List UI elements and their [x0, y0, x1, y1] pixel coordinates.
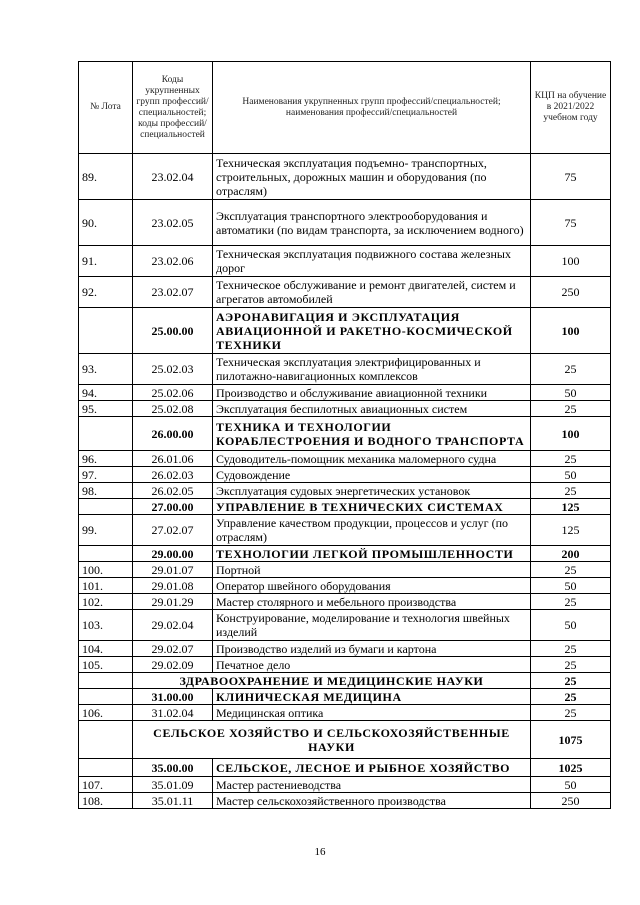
kcp-cell: 1025 [531, 759, 611, 777]
kcp-cell: 250 [531, 793, 611, 809]
kcp-cell: 125 [531, 499, 611, 515]
lot-number-cell [79, 689, 133, 705]
code-cell: 31.02.04 [133, 705, 213, 721]
kcp-cell: 50 [531, 578, 611, 594]
kcp-cell: 25 [531, 451, 611, 467]
table-row [79, 385, 611, 401]
kcp-cell: 25 [531, 483, 611, 499]
kcp-cell: 50 [531, 467, 611, 483]
table-row [79, 246, 611, 277]
kcp-cell: 50 [531, 777, 611, 793]
table-row [79, 777, 611, 793]
group-row [79, 308, 611, 354]
code-cell: 27.00.00 [133, 499, 213, 515]
name-cell: КЛИНИЧЕСКАЯ МЕДИЦИНА [213, 689, 531, 705]
area-name-cell: СЕЛЬСКОЕ ХОЗЯЙСТВО И СЕЛЬСКОХОЗЯЙСТВЕННЫЕ НАУКИ [133, 721, 531, 759]
header-name: Наименования укрупненных групп профессий/специальностей; наименования профессий/специальностей [213, 62, 531, 154]
kcp-cell: 25 [531, 657, 611, 673]
name-cell: Судовождение [213, 467, 531, 483]
lot-number-cell: 105. [79, 657, 133, 673]
code-cell: 23.02.07 [133, 277, 213, 308]
table-row [79, 641, 611, 657]
lot-number-cell: 99. [79, 515, 133, 546]
lot-number-cell: 92. [79, 277, 133, 308]
header-code: Коды укрупненных групп профессий/ специальностей; коды профессий/ специальностей [133, 62, 213, 154]
lot-number-cell [79, 546, 133, 562]
code-cell: 23.02.06 [133, 246, 213, 277]
name-cell: Мастер столярного и мебельного производства [213, 594, 531, 610]
kcp-cell: 50 [531, 385, 611, 401]
header-lot-number: № Лота [79, 62, 133, 154]
kcp-cell: 25 [531, 354, 611, 385]
kcp-cell: 200 [531, 546, 611, 562]
table-row [79, 610, 611, 641]
name-cell: Производство и обслуживание авиационной техники [213, 385, 531, 401]
group-row [79, 417, 611, 451]
table-row [79, 354, 611, 385]
lot-number-cell: 103. [79, 610, 133, 641]
table-row [79, 483, 611, 499]
name-cell: СЕЛЬСКОЕ, ЛЕСНОЕ И РЫБНОЕ ХОЗЯЙСТВО [213, 759, 531, 777]
lot-number-cell: 101. [79, 578, 133, 594]
table-row [79, 515, 611, 546]
lot-number-cell: 106. [79, 705, 133, 721]
name-cell: Эксплуатация транспортного электрооборудования и автоматики (по видам транспорта, за исключением водного) [213, 200, 531, 246]
name-cell: Эксплуатация беспилотных авиационных систем [213, 401, 531, 417]
code-cell: 26.02.05 [133, 483, 213, 499]
area-row [79, 673, 611, 689]
kcp-cell: 25 [531, 562, 611, 578]
table-row [79, 467, 611, 483]
kcp-cell: 75 [531, 154, 611, 200]
code-cell: 35.00.00 [133, 759, 213, 777]
lot-number-cell: 95. [79, 401, 133, 417]
name-cell: Мастер сельскохозяйственного производства [213, 793, 531, 809]
lot-number-cell: 96. [79, 451, 133, 467]
code-cell: 29.00.00 [133, 546, 213, 562]
code-cell: 31.00.00 [133, 689, 213, 705]
kcp-cell: 25 [531, 689, 611, 705]
code-cell: 29.02.07 [133, 641, 213, 657]
name-cell: Техническая эксплуатация подвижного состава железных дорог [213, 246, 531, 277]
code-cell: 29.01.08 [133, 578, 213, 594]
name-cell: АЭРОНАВИГАЦИЯ И ЭКСПЛУАТАЦИЯ АВИАЦИОННОЙ И РАКЕТНО-КОСМИЧЕСКОЙ ТЕХНИКИ [213, 308, 531, 354]
code-cell: 27.02.07 [133, 515, 213, 546]
kcp-cell: 1075 [531, 721, 611, 759]
page-number: 16 [314, 846, 326, 858]
lot-number-cell: 98. [79, 483, 133, 499]
kcp-cell: 125 [531, 515, 611, 546]
name-cell: Оператор швейного оборудования [213, 578, 531, 594]
lot-number-cell: 97. [79, 467, 133, 483]
name-cell: Техническое обслуживание и ремонт двигателей, систем и агрегатов автомобилей [213, 277, 531, 308]
code-cell: 25.02.03 [133, 354, 213, 385]
name-cell: Эксплуатация судовых энергетических установок [213, 483, 531, 499]
code-cell: 23.02.05 [133, 200, 213, 246]
code-cell: 25.02.06 [133, 385, 213, 401]
lot-number-cell: 108. [79, 793, 133, 809]
name-cell: Мастер растениеводства [213, 777, 531, 793]
name-cell: Техническая эксплуатация электрифицированных и пилотажно-навигационных комплексов [213, 354, 531, 385]
name-cell: УПРАВЛЕНИЕ В ТЕХНИЧЕСКИХ СИСТЕМАХ [213, 499, 531, 515]
name-cell: Управление качеством продукции, процессов и услуг (по отраслям) [213, 515, 531, 546]
kcp-cell: 100 [531, 417, 611, 451]
table-row [79, 154, 611, 200]
header-kcp: КЦП на обучение в 2021/2022 учебном году [531, 62, 611, 154]
name-cell: Судоводитель-помощник механика маломерного судна [213, 451, 531, 467]
group-row [79, 759, 611, 777]
name-cell: Медицинская оптика [213, 705, 531, 721]
code-cell: 23.02.04 [133, 154, 213, 200]
kcp-cell: 25 [531, 594, 611, 610]
name-cell: Техническая эксплуатация подъемно- транспортных, строительных, дорожных машин и оборудования (по отраслям) [213, 154, 531, 200]
code-cell: 29.01.07 [133, 562, 213, 578]
name-cell: Производство изделий из бумаги и картона [213, 641, 531, 657]
kcp-cell: 25 [531, 705, 611, 721]
lot-number-cell: 100. [79, 562, 133, 578]
lot-number-cell: 90. [79, 200, 133, 246]
kcp-cell: 100 [531, 246, 611, 277]
lot-number-cell [79, 673, 133, 689]
code-cell: 26.00.00 [133, 417, 213, 451]
group-row [79, 499, 611, 515]
table-row [79, 705, 611, 721]
kcp-cell: 50 [531, 610, 611, 641]
code-cell: 25.02.08 [133, 401, 213, 417]
lot-number-cell [79, 499, 133, 515]
lot-number-cell: 93. [79, 354, 133, 385]
table-row [79, 200, 611, 246]
lot-number-cell [79, 759, 133, 777]
area-row [79, 721, 611, 759]
lot-number-cell [79, 417, 133, 451]
name-cell: Конструирование, моделирование и технология швейных изделий [213, 610, 531, 641]
table-row [79, 401, 611, 417]
lot-number-cell: 91. [79, 246, 133, 277]
lot-number-cell [79, 721, 133, 759]
code-cell: 29.02.04 [133, 610, 213, 641]
table-row [79, 277, 611, 308]
code-cell: 26.01.06 [133, 451, 213, 467]
name-cell: Печатное дело [213, 657, 531, 673]
lot-number-cell: 104. [79, 641, 133, 657]
code-cell: 35.01.09 [133, 777, 213, 793]
table-row [79, 793, 611, 809]
name-cell: Портной [213, 562, 531, 578]
quota-table [78, 61, 611, 809]
kcp-cell: 25 [531, 401, 611, 417]
name-cell: ТЕХНИКА И ТЕХНОЛОГИИ КОРАБЛЕСТРОЕНИЯ И ВОДНОГО ТРАНСПОРТА [213, 417, 531, 451]
table-row [79, 578, 611, 594]
table-row [79, 451, 611, 467]
code-cell: 29.01.29 [133, 594, 213, 610]
code-cell: 35.01.11 [133, 793, 213, 809]
table-body [79, 154, 611, 809]
lot-number-cell: 94. [79, 385, 133, 401]
code-cell: 25.00.00 [133, 308, 213, 354]
lot-number-cell: 107. [79, 777, 133, 793]
area-name-cell: ЗДРАВООХРАНЕНИЕ И МЕДИЦИНСКИЕ НАУКИ [133, 673, 531, 689]
group-row [79, 546, 611, 562]
lot-number-cell: 89. [79, 154, 133, 200]
name-cell: ТЕХНОЛОГИИ ЛЕГКОЙ ПРОМЫШЛЕННОСТИ [213, 546, 531, 562]
group-row [79, 689, 611, 705]
kcp-cell: 25 [531, 673, 611, 689]
table-header-row [79, 62, 611, 154]
kcp-cell: 250 [531, 277, 611, 308]
lot-number-cell: 102. [79, 594, 133, 610]
kcp-cell: 25 [531, 641, 611, 657]
code-cell: 26.02.03 [133, 467, 213, 483]
lot-number-cell [79, 308, 133, 354]
table-row [79, 594, 611, 610]
kcp-cell: 100 [531, 308, 611, 354]
table-row [79, 562, 611, 578]
table-row [79, 657, 611, 673]
kcp-cell: 75 [531, 200, 611, 246]
code-cell: 29.02.09 [133, 657, 213, 673]
